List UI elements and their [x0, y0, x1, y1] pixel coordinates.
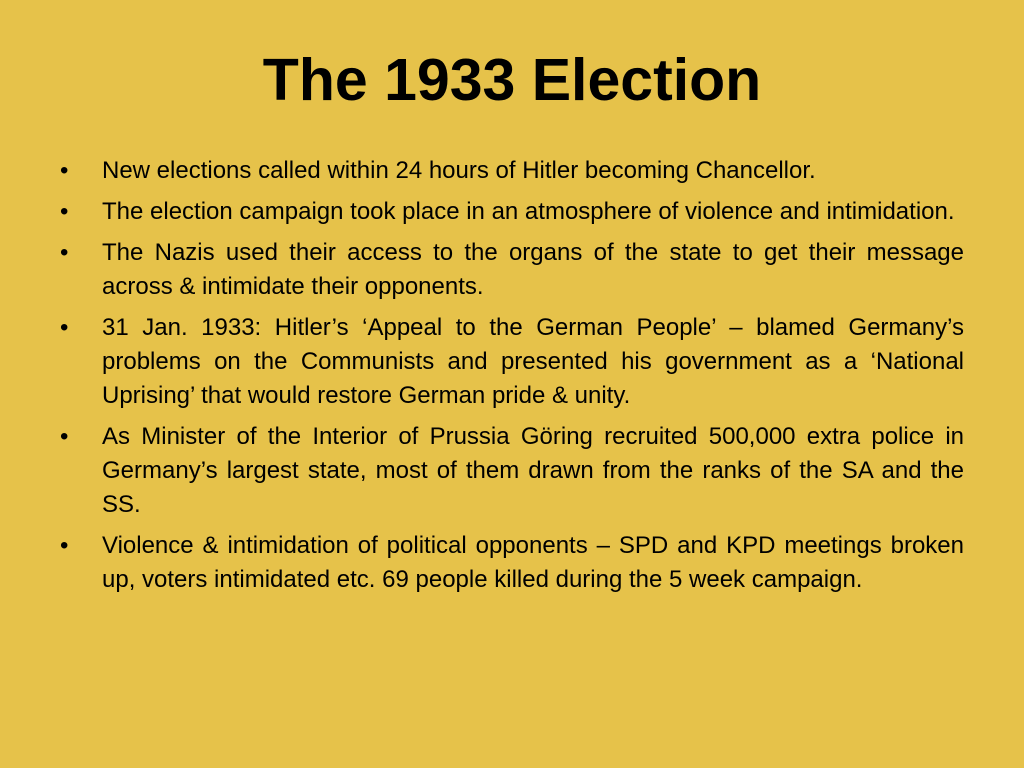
bullet-icon: •: [60, 198, 69, 225]
bullet-icon: •: [60, 314, 69, 341]
bullet-icon: •: [60, 423, 69, 450]
bullet-icon: •: [60, 157, 69, 184]
bullet-item: [60, 529, 964, 597]
bullet-item: [60, 420, 964, 522]
bullet-item: [60, 195, 964, 229]
bullet-item: [60, 154, 964, 188]
bullet-icon: •: [60, 532, 69, 559]
bullet-text: As Minister of the Interior of Prussia Göring recruited 500,000 extra police in Germany’s largest state, most of them drawn from the ranks of the SA and the SS.: [102, 423, 964, 518]
bullet-text: Violence & intimidation of political opponents – SPD and KPD meetings broken up, voters intimidated etc. 69 people killed during the 5 week campaign.: [102, 532, 964, 593]
bullet-icon: •: [60, 239, 69, 266]
bullet-text: The Nazis used their access to the organs of the state to get their message across & intimidate their opponents.: [102, 239, 964, 300]
bullet-list: [60, 154, 964, 604]
bullet-item: [60, 311, 964, 413]
bullet-text: 31 Jan. 1933: Hitler’s ‘Appeal to the German People’ – blamed Germany’s problems on the Communists and presented his government as a ‘National Uprising’ that would restore German pride & unity.: [102, 314, 964, 409]
bullet-text: The election campaign took place in an atmosphere of violence and intimidation.: [102, 198, 955, 225]
bullet-text: New elections called within 24 hours of Hitler becoming Chancellor.: [102, 157, 816, 184]
slide-title: The 1933 Election: [262, 47, 762, 113]
bullet-item: [60, 236, 964, 304]
